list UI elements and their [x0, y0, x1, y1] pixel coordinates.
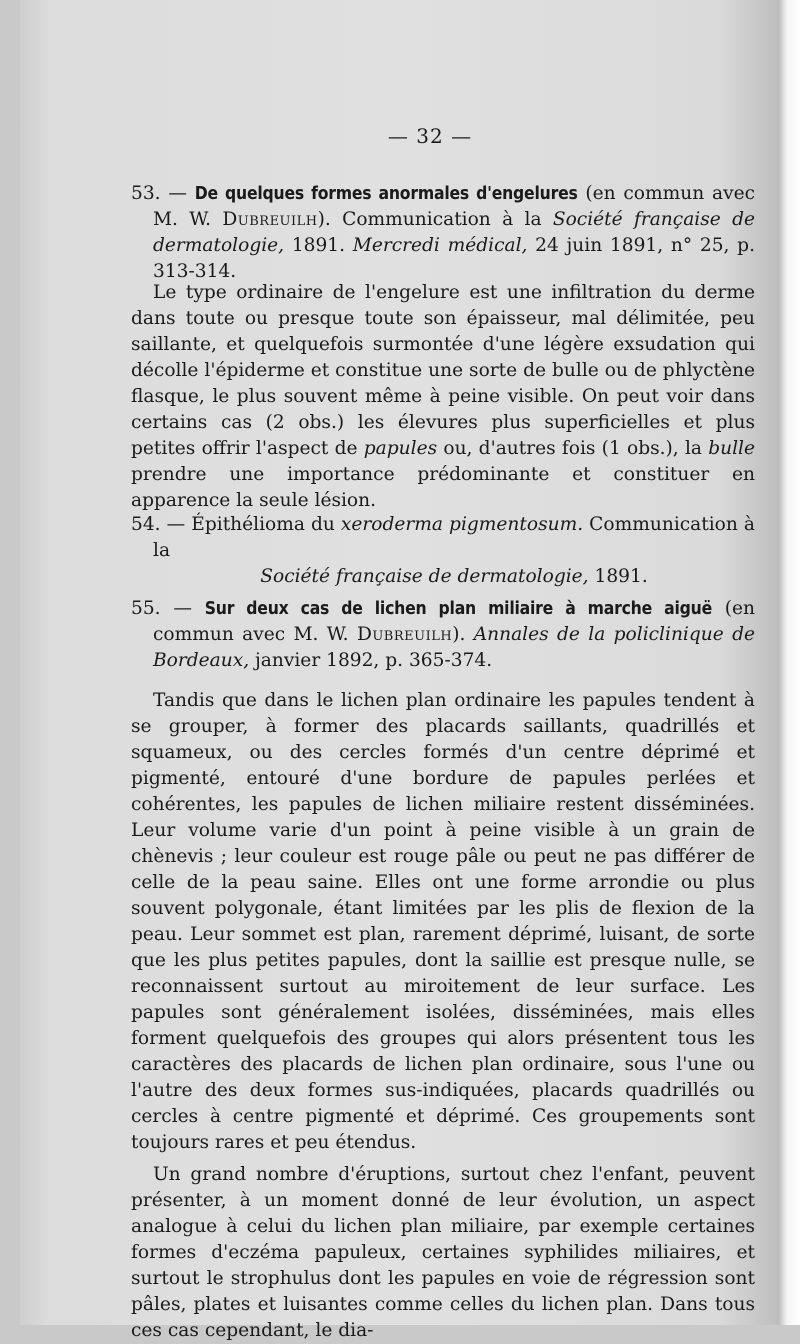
entry-53-communication: ). Communication à la — [317, 209, 553, 230]
entry-54-society: Société française de dermatologie, — [260, 566, 589, 587]
entry-53-number: 53. — — [131, 183, 195, 204]
entry-53-text-part3: prendre une importance prédominante et constituer en apparence la seule lésion. — [131, 464, 755, 511]
entry-54-number: 54. — — [131, 514, 192, 535]
entry-55-paragraph-2: Un grand nombre d'éruptions, surtout chez l'enfant, peuvent présenter, à un moment donné de leur évolution, un aspect analogue à celui du lichen plan miliaire, par exemple certaines formes d'eczéma papuleux, certaines syphilides miliaires, et surtout le strophulus dont les papules en voie de régression sont pâles, plates et luisantes comme celles du lichen plan. Dans tous ces cas cependant, le dia- — [131, 1164, 755, 1341]
entry-54-communication: Communication à la — [153, 514, 755, 561]
entry-53-title: De quelques formes anormales d'engelures — [194, 184, 578, 204]
entry-55-citation — [131, 596, 755, 674]
entry-54 — [131, 512, 755, 590]
entry-53-paragraph — [131, 280, 755, 514]
page-edge — [778, 0, 800, 1325]
entry-53-society: Société française de dermatologie, — [153, 209, 755, 256]
entry-53-body — [131, 280, 755, 514]
entry-55-separator: ). — [452, 624, 474, 645]
entry-53-italic-papules: papules — [363, 438, 438, 459]
entry-53 — [131, 181, 755, 285]
entry-53-text-part1: Le type ordinaire de l'engelure est une infiltration du derme dans toute ou presque toute son épaisseur, mal délimitée, peu saillante, et quelquefois surmontée d'une légère exsudation qui décolle l'épiderme et constitue une sorte de bulle ou de phlyctène flasque, le plus souvent même à peine visible. On peut voir dans certains cas (2 obs.) les élevures plus superficielles et plus petites offrir l'aspect de — [131, 282, 755, 459]
entry-53-author: Dubreuilh — [222, 209, 318, 230]
entry-55-coauthor-intro: (en commun avec M. W. — [153, 598, 755, 645]
entry-53-year: 1891. — [284, 235, 353, 256]
entry-54-society-line — [153, 564, 755, 590]
entry-53-italic-bulle: bulle — [708, 438, 755, 459]
entry-55-number: 55. — — [131, 598, 205, 619]
entry-55-paragraph-1: Tandis que dans le lichen plan ordinaire les papules tendent à se grouper, à former des placards saillants, quadrillés et squameux, ou des cercles formés d'un centre déprimé et pigmenté, entouré d'une bordure de papules perlées et cohérentes, les papules de lichen miliaire restent disséminées. Leur volume varie d'un point à peine visible à un grain de chènevis ; leur couleur est rouge pâle ou peut ne pas différer de celle de la peau saine. Elles ont une forme arrondie ou plus souvent polygonale, étant limitées par les plis de flexion de la peau. Leur sommet est plan, rarement déprimé, luisant, de sorte que les plus petites papules, dont la saillie est presque nulle, se reconnaissent surtout au miroitement de leur surface. Les papules sont généralement isolées, disséminées, mais elles forment quelquefois des groupes qui alors présentent tous les caractères des placards de lichen plan ordinaire, sous l'une ou l'autre des deux formes sus-indiquées, placards quadrillés ou cercles à centre pigmenté et déprimé. Ces groupements sont toujours rares et peu étendus. — [131, 690, 755, 1153]
entry-55-body — [131, 688, 755, 1344]
entry-54-year: 1891. — [588, 566, 648, 587]
entry-54-title-italic: xeroderma pigmentosum. — [340, 514, 584, 535]
page-number: — 32 — — [387, 124, 473, 148]
entry-53-citation — [131, 181, 755, 285]
entry-54-citation — [131, 512, 755, 590]
entry-55-reference: janvier 1892, p. 365-374. — [249, 650, 493, 671]
entry-53-coauthor-intro: (en commun avec M. W. — [153, 183, 755, 230]
entry-55-journal: Annales de la policlinique de Bordeaux, — [153, 624, 755, 671]
entry-55-author: Dubreuilh — [356, 624, 453, 645]
entry-53-reference: 24 juin 1891, n° 25, p. 313-314. — [153, 235, 755, 282]
entry-55 — [131, 596, 755, 674]
entry-53-journal: Mercredi médical, — [352, 235, 528, 256]
entry-55-title: Sur deux cas de lichen plan miliaire à marche aiguë — [204, 599, 712, 619]
entry-53-text-part2: ou, d'autres fois (1 obs.), la — [437, 438, 709, 459]
entry-54-title: Épithélioma du — [191, 514, 341, 535]
